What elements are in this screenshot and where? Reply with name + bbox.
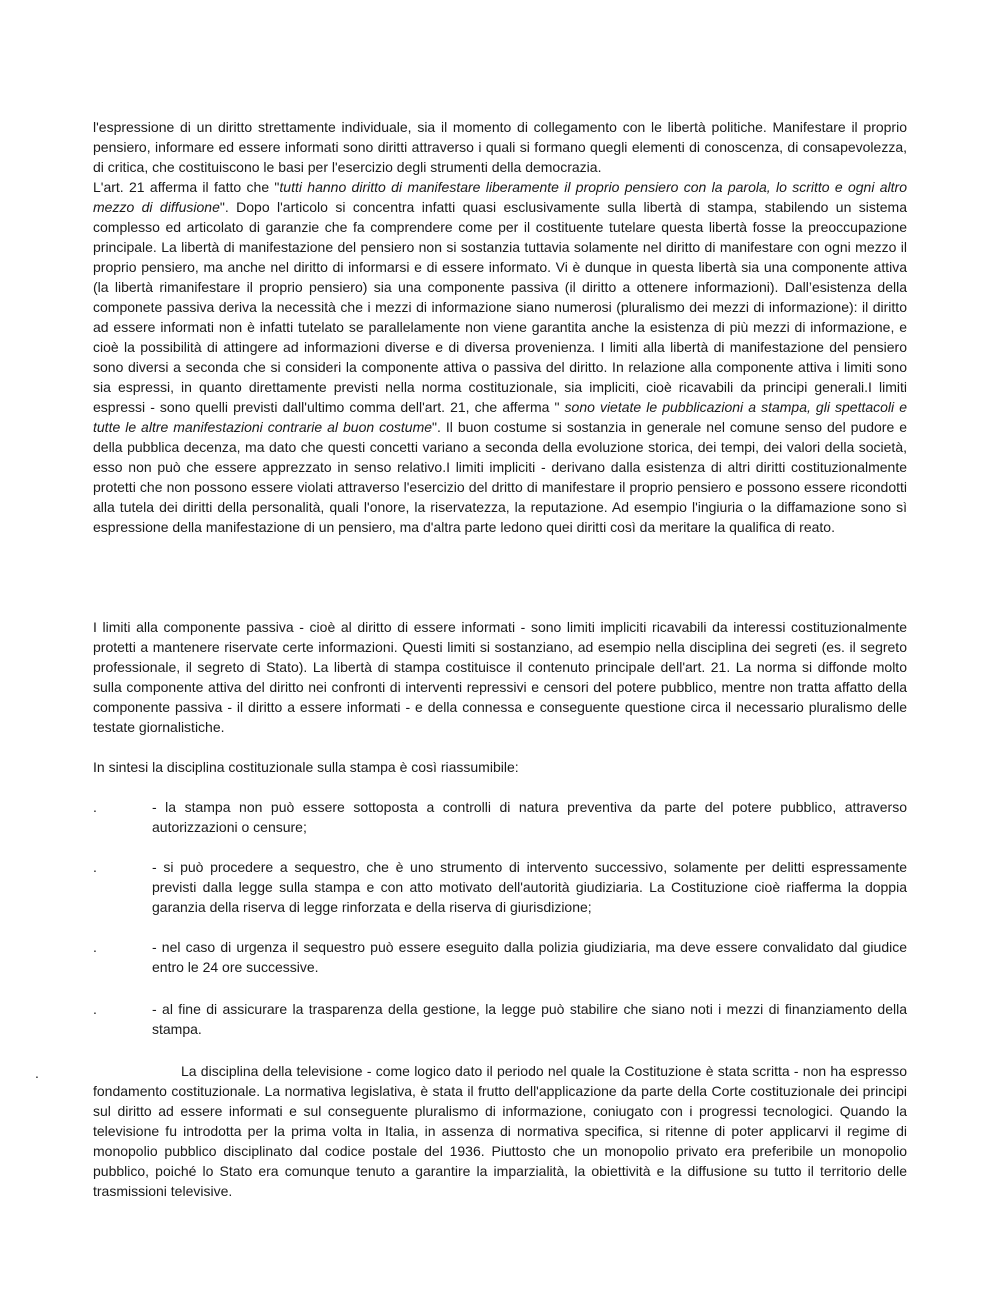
paragraph-2 [93,177,907,537]
p2-part-c: ". Dopo l'articolo si concentra infatti quasi esclusivamente sulla libertà di stampa, stabilendo un sistema complesso ed articolato di garanzie che fa comprendere come per il costituente tutelare questa libertà fosse la preoccupazione principale. La libertà di manifestazione del pensiero non si sostanzia tuttavia solamente nel diritto di manifestare con ogni mezzo il proprio pensiero, ma anche nel diritto di informarsi e di essere informato. Vi è dunque in questa libertà sia una componente attiva (la libertà rimanifestare il proprio pensiero) sia una componente passiva (il diritto a ottenere informazioni). Dall’esistenza della componete passiva deriva la necessità che i mezzi di informazione siano numerosi (pluralismo dei mezzi di informazione): il diritto ad essere informati non è infatti tutelato se parallelamente non viene garantita anche la esistenza di più mezzi di informazione, e cioè la possibilità di attingere ad informazioni diverse e di diversa provenienza. I limiti alla libertà di manifestazione del pensiero sono diversi a seconda che si consideri la componente attiva o passiva del diritto. In relazione alla componente attiva i limiti sono sia espressi, in quanto direttamente previsti nella norma costituzionale, sia impliciti, cioè ricavabili da principi generali.I limiti espressi - sono quelli previsti dall'ultimo comma dell'art. 21, che afferma " [93,199,908,415]
paragraph-4-text: In sintesi la disciplina costituzionale sulla stampa è così riassumibile: [93,759,519,775]
p2-quote-last-comma: sono vietate le pubblicazioni a stampa, gli spettacoli e tutte le altre manifestazioni contrarie al buon costume [93,399,907,435]
list-item [93,797,907,837]
paragraph-1 [93,117,907,177]
paragraph-1-text: l'espressione di un diritto strettamente individuale, sia il momento di collegamento con le libertà politiche. Manifestare il proprio pensiero, informare ed essere informati sono diritti attraverso i quali si formano quegli elementi di conoscenza, di consapevolezza, di critica, che costituiscono le basi per l'esercizio degli strumenti della democrazia. [93,119,907,175]
list-item [93,999,907,1039]
paragraph-5-body: La disciplina della televisione - come logico dato il periodo nel quale la Costituzione è stata scritta - non ha espresso fondamento costituzionale. La normativa legislativa, è stata il frutto dell'applicazione da parte della Corte costituzionale dei principi sul diritto ad essere informati e sul conseguente pluralismo di informazione, coniugato con i progressi tecnologici. Quando la televisione fu introdotta per la prima volta in Italia, in assenza di normativa specifica, si ritenne di poter applicarvi il regime di monopolio pubblico disciplinato dal codice postale del 1936. Piuttosto che un monopolio privato era preferibile un monopolio pubblico, poiché lo Stato era comunque tenuto a garantire la imparzialità, la obiettività e la diffusione su tutto il territorio delle trasmissioni televisive. [93,1063,907,1199]
list-item-text: - al fine di assicurare la trasparenza della gestione, la legge può stabilire che siano noti i mezzi di finanziamento della stampa. [152,1001,907,1037]
list-item-marker: . [93,1001,97,1017]
paragraph-4 [93,757,907,777]
p2-part-e: ". Il buon costume si sostanzia in generale nel comune senso del pudore e della pubblica decenza, ma dato che questi concetti variano a seconda della evoluzione storica, dei tempi, dei valori della società, esso non può che essere apprezzato in senso relativo.I limiti impliciti - derivano dalla esistenza di altri diritti costituzionalmente protetti che non possono essere violati attraverso l'esercizio del dritto di manifestare il proprio pensiero e possono essere ricondotti alla tutela dei diritti della personalità, quali l'onore, la riservatezza, la reputazione. Ad esempio l'ingiuria o la diffamazione sono sì espressione della manifestazione di un pensiero, ma d'altra parte ledono quei diritti così da meritare la qualifica di reato. [93,419,908,535]
list-item [93,857,907,917]
paragraph-2-text [93,177,907,537]
paragraph-5-marker: . [35,1065,39,1081]
list-item-text: - nel caso di urgenza il sequestro può essere eseguito dalla polizia giudiziaria, ma deve essere convalidato dal giudice entro le 24 ore successive. [152,939,907,975]
p2-quote-art21: tutti hanno diritto di manifestare liberamente il proprio pensiero con la parola, lo scritto e ogni altro mezzo di diffusione [93,179,907,215]
paragraph-3 [93,617,907,737]
p2-part-a: L'art. 21 afferma il fatto che " [93,179,280,195]
paragraph-3-text: I limiti alla componente passiva - cioè al diritto di essere informati - sono limiti impliciti ricavabili da interessi costituzionalmente protetti a mantenere riservate certe informazioni. Questi limiti si sostanziano, ad esempio nella disciplina dei segreti (es. il segreto professionale, il segreto di Stato). La libertà di stampa costituisce il contenuto principale dell'art. 21. La norma si diffonde molto sulla componente attiva del diritto nei confronti di interventi repressivi e censori del potere pubblico, mentre non tratta affatto della componente passiva - il diritto a essere informati - e della connessa e conseguente questione circa il necessario pluralismo delle testate giornalistiche. [93,619,907,735]
list-item-text: - si può procedere a sequestro, che è uno strumento di intervento successivo, solamente per delitti espressamente previsti dalla legge sulla stampa e con atto motivato dell'autorità giudiziaria. La Costituzione cioè riafferma la doppia garanzia della riserva di legge rinforzata e della riserva di giurisdizione; [152,859,907,915]
list-item-marker: . [93,939,97,955]
list-item [93,937,907,977]
list-item-marker: . [93,799,97,815]
list-item-marker: . [93,859,97,875]
list-item-text: - la stampa non può essere sottoposta a controlli di natura preventiva da parte del potere pubblico, attraverso autorizzazioni o censure; [152,799,907,835]
paragraph-5-text [93,1061,907,1201]
paragraph-5 [93,1061,907,1201]
